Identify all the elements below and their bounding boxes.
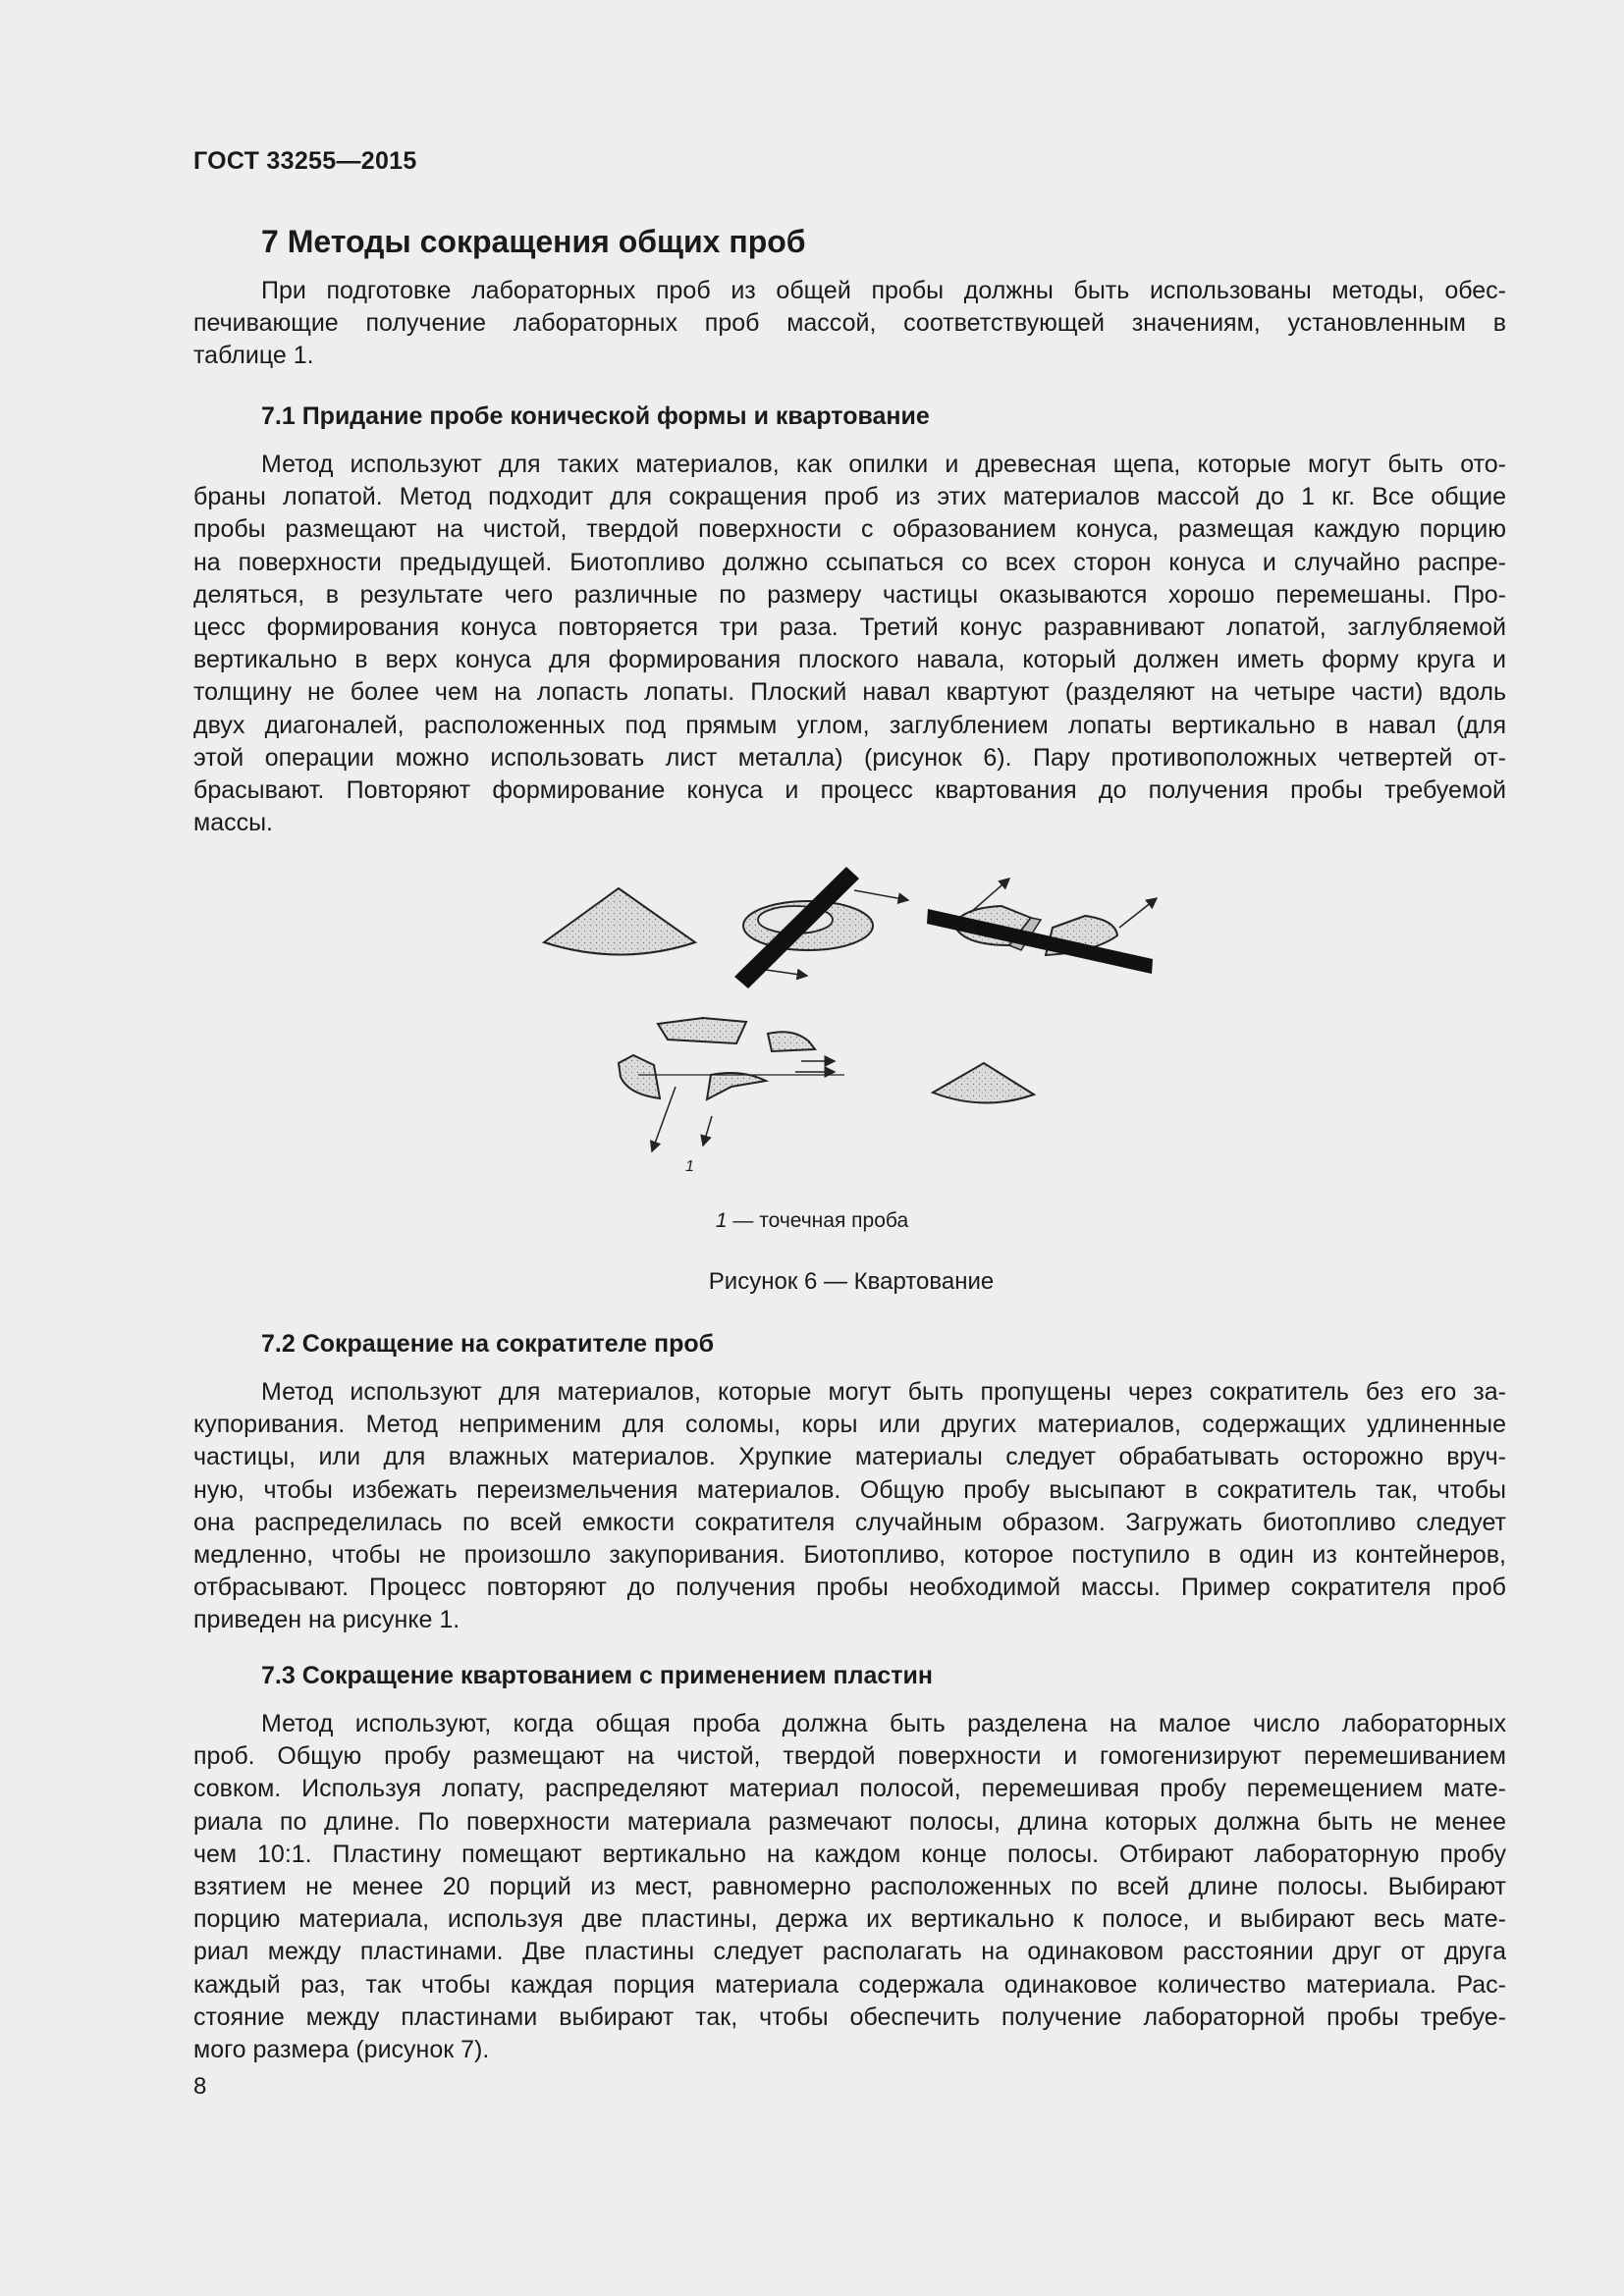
text-line: риала по длине. По поверхности материала размечают полосы, длина которых должна быть не менее — [193, 1807, 1506, 1836]
section-7-3-title: 7.3 Сокращение квартованием с применением пластин — [261, 1662, 934, 1689]
section-7-1-title: 7.1 Придание пробе конической формы и квартование — [261, 402, 930, 430]
text-line: взятием не менее 20 порций из мест, равномерно расположенных по всей длине полосы. Выбирают — [193, 1873, 1506, 1901]
text-line: таблице 1. — [193, 342, 314, 370]
text-line: мого размера (рисунок 7). — [193, 2036, 490, 2064]
quartering-figure — [530, 859, 1178, 1183]
text-line: При подготовке лабораторных проб из общей пробы должны быть использованы методы, обес- — [261, 277, 1506, 304]
section-7-title: 7 Методы сокращения общих проб — [261, 224, 806, 259]
text-line: порцию материала, используя две пластины, держа их вертикально к полосе, и выбирают весь мате- — [193, 1905, 1506, 1934]
text-line: пробы размещают на чистой, твердой поверхности с образованием конуса, размещая каждую порцию — [193, 515, 1506, 544]
text-line: толщину не более чем на лопасть лопаты. Плоский навал квартуют (разделяют на четыре части) вдоль — [193, 678, 1506, 707]
text-line: частицы, или для влажных материалов. Хрупкие материалы следует обрабатывать осторожно вруч- — [193, 1443, 1506, 1471]
text-line: отбрасывают. Процесс повторяют до получения пробы необходимой массы. Пример сократителя проб — [193, 1574, 1506, 1602]
text-line: браны лопатой. Метод подходит для сокращения проб из этих материалов массой до 1 кг. Все общие — [193, 483, 1506, 511]
text-line: риал между пластинами. Две пластины следует располагать на одинаковом расстоянии друг от друга — [193, 1938, 1506, 1966]
section-7-intro — [193, 275, 1506, 373]
separated-quarters — [619, 1018, 844, 1175]
text-line: Метод используют, когда общая проба должна быть разделена на малое число лабораторных — [261, 1710, 1506, 1737]
text-line: приведен на рисунке 1. — [193, 1606, 460, 1634]
text-line: на поверхности предыдущей. Биотопливо должно ссыпаться со всех сторон конуса и случайно распре- — [193, 548, 1506, 576]
text-line: Метод используют для материалов, которые могут быть пропущены через сократитель без его за- — [261, 1378, 1506, 1406]
text-line: стояние между пластинами выбирают так, чтобы обеспечить получение лабораторной пробы требуе- — [193, 2002, 1506, 2031]
section-7-1-body — [193, 449, 1506, 839]
final-cone — [933, 1063, 1034, 1103]
text-line: купоривания. Метод неприменим для соломы, коры или других материалов, содержащих удлиненные — [193, 1411, 1506, 1439]
legend-number: 1 — [715, 1209, 728, 1232]
document-header-id: ГОСТ 33255—2015 — [193, 147, 417, 175]
text-line: медленно, чтобы не произошло закупоривания. Биотопливо, которое поступило в один из контейнеров, — [193, 1541, 1506, 1570]
text-line: деляться, в результате чего различные по размеру частицы оказываются хорошо перемешаны. Про- — [193, 580, 1506, 609]
quartered-heap — [927, 879, 1157, 974]
text-line: печивающие получение лабораторных проб массой, соответствующей значениям, установленным в — [193, 309, 1506, 338]
flattened-heap — [734, 867, 908, 988]
section-7-3-body — [193, 1708, 1506, 2066]
text-line: цесс формирования конуса повторяется три раза. Третий конус разравнивают лопатой, заглубляемой — [193, 614, 1506, 642]
figure-caption: Рисунок 6 — Квартование — [708, 1268, 995, 1295]
text-line: совком. Используя лопату, распределяют материал полосой, перемешивая пробу перемещением мате- — [193, 1775, 1506, 1803]
section-7-2-body — [193, 1376, 1506, 1637]
text-line: проб. Общую пробу размещают на чистой, твердой поверхности и гомогенизируют перемешиванием — [193, 1742, 1506, 1771]
text-line: каждый раз, так чтобы каждая порция материала содержала одинаковое количество материала. Рас- — [193, 1970, 1506, 1999]
text-line: она распределилась по всей емкости сократителя случайным образом. Загружать биотопливо следует — [193, 1508, 1506, 1536]
text-line: чем 10:1. Пластину помещают вертикально на каждом конце полосы. Отбирают лабораторную пробу — [193, 1840, 1506, 1868]
text-line: двух диагоналей, расположенных под прямым углом, заглублением лопаты вертикально в навал (для — [193, 711, 1506, 739]
figure-legend — [0, 1209, 1624, 1233]
figure-callout-1: 1 — [685, 1158, 694, 1175]
section-7-2-title: 7.2 Сокращение на сократителе проб — [261, 1330, 715, 1358]
text-line: Метод используют для таких материалов, как опилки и древесная щепа, которые могут быть ото- — [261, 451, 1506, 478]
legend-text: — точечная проба — [727, 1209, 909, 1232]
text-line: массы. — [193, 809, 274, 837]
text-line: ную, чтобы избежать переизмельчения материалов. Общую пробу высыпают в сократитель так, чтобы — [193, 1475, 1506, 1504]
text-line: этой операции можно использовать лист металла) (рисунок 6). Пару противоположных четвертей от- — [193, 743, 1506, 772]
text-line: вертикально в верх конуса для формирования плоского навала, который должен иметь форму круга и — [193, 646, 1506, 674]
page-number: 8 — [193, 2073, 207, 2100]
initial-cone — [544, 888, 695, 955]
text-line: брасывают. Повторяют формирование конуса и процесс квартования до получения пробы требуемой — [193, 776, 1506, 805]
